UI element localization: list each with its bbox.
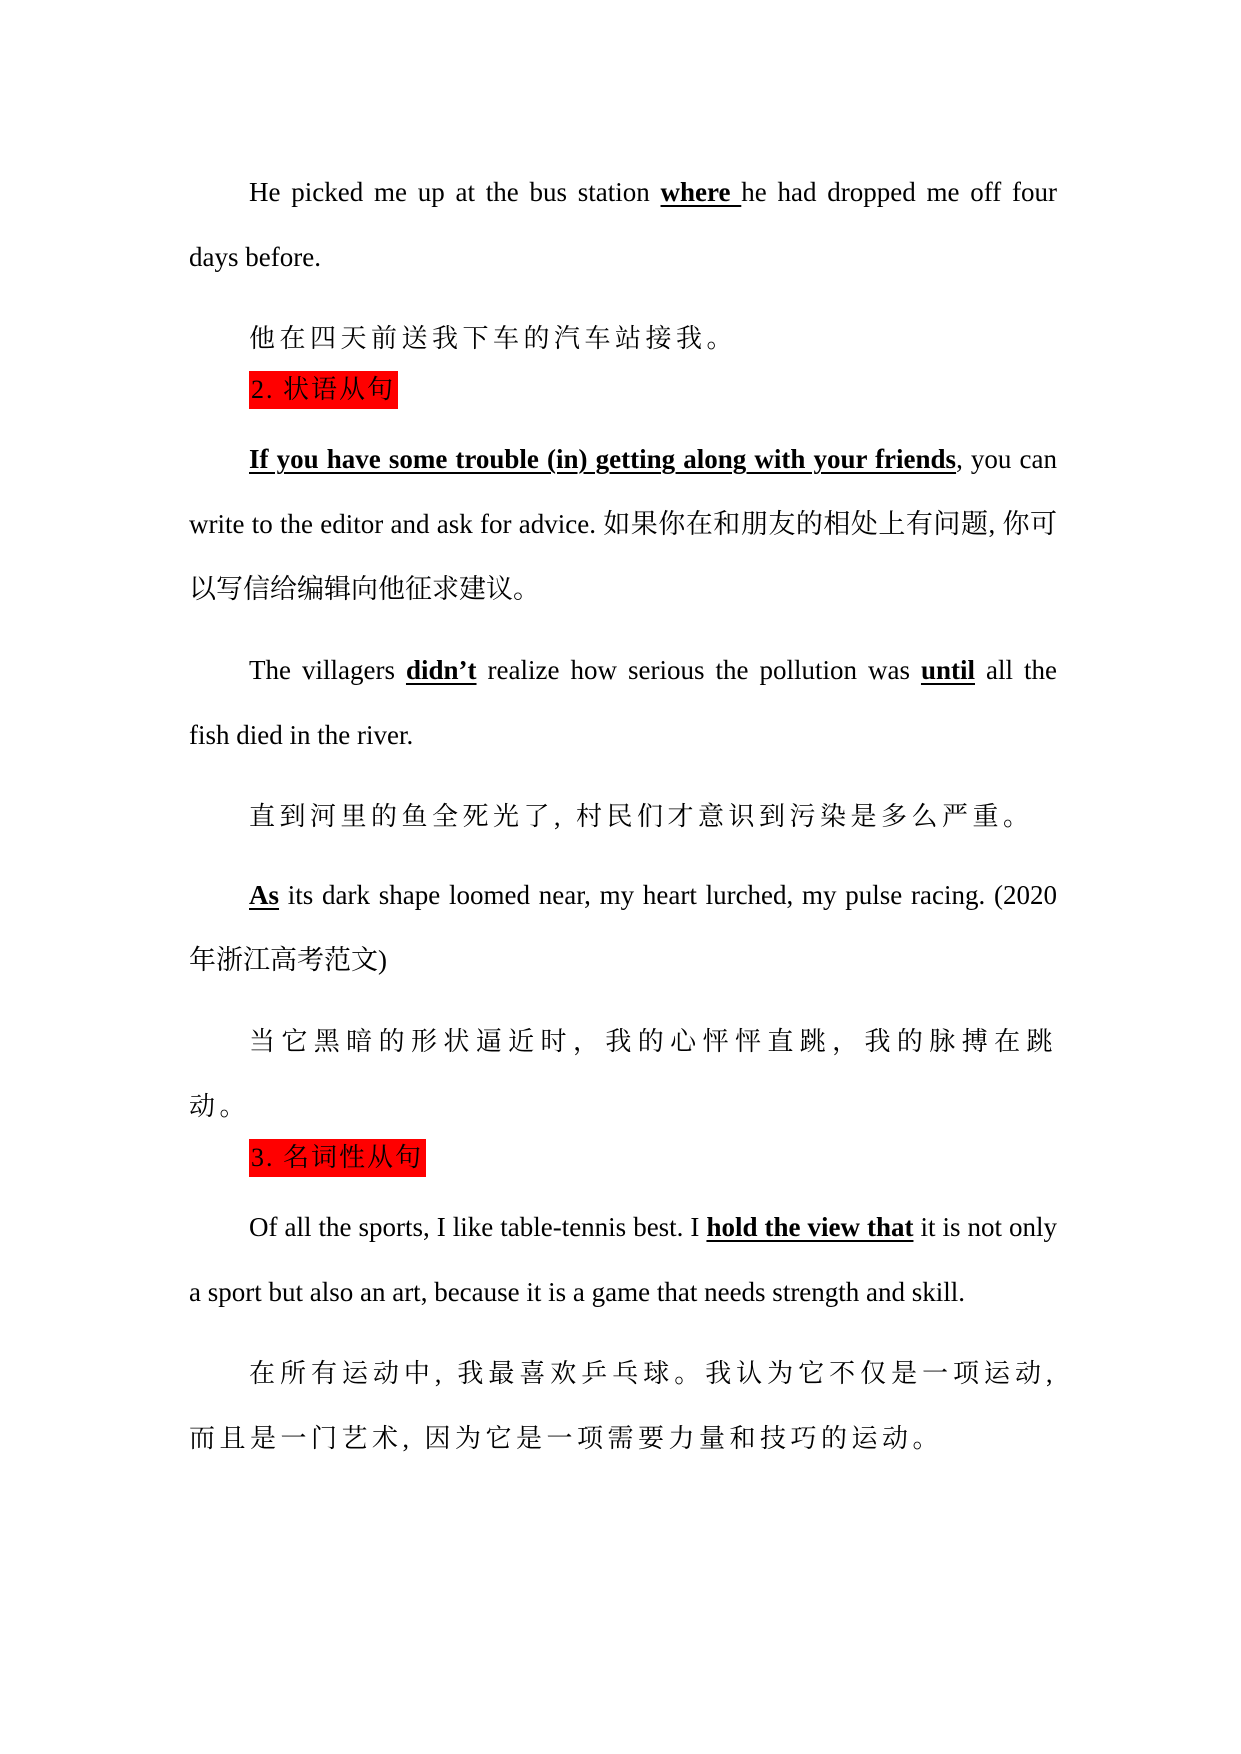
section-heading-adverbial xyxy=(189,371,1057,409)
example-paragraph-until xyxy=(189,638,1057,768)
paragraph-text: realize how serious the pollution was xyxy=(476,655,921,685)
paragraph-text: , you can write to the editor and ask for advice. 如果你在和朋友的相处上有问题, 你可以写信给编辑向他征求建议。 xyxy=(189,444,1058,604)
translation-paragraph: 他在四天前送我下车的汽车站接我。 xyxy=(249,324,738,353)
paragraph-text: He picked me up at the bus station xyxy=(249,177,661,207)
paragraph-text: all the fish died in the river. xyxy=(189,655,1057,750)
paragraph-text: its dark shape loomed near, my heart lurched, my pulse racing. (2020 年浙江高考范文) xyxy=(189,880,1057,975)
keyword-hold-the-view-that: hold the view that xyxy=(706,1212,914,1242)
highlighted-heading: 3. 名词性从句 xyxy=(249,1139,426,1177)
paragraph-text: Of all the sports, I like table-tennis best. I xyxy=(249,1212,707,1242)
paragraph-text: The villagers xyxy=(249,655,406,685)
example-paragraph-attributive xyxy=(189,160,1057,290)
document-page xyxy=(189,160,1057,1471)
section-heading-nominal xyxy=(189,1139,1057,1177)
highlighted-heading: 2. 状语从句 xyxy=(249,371,398,409)
translation-paragraph: 当它黑暗的形状逼近时，我的心怦怦直跳，我的脉搏在跳动。 xyxy=(189,1027,1057,1121)
keyword-until: until xyxy=(920,655,975,685)
paragraph-text: it is not only a sport but also an art, because it is a game that needs strength and skill. xyxy=(189,1212,1058,1307)
example-paragraph-nominal xyxy=(189,1195,1057,1325)
example-paragraph-if xyxy=(189,427,1057,622)
keyword-as: As xyxy=(249,880,280,910)
translation-paragraph: 直到河里的鱼全死光了, 村民们才意识到污染是多么严重。 xyxy=(249,802,1034,831)
example-paragraph-as xyxy=(189,863,1057,993)
keyword-where: where xyxy=(660,177,742,207)
paragraph-text: he had dropped me off four days before. xyxy=(189,177,1058,272)
keyword-if-clause: If you have some trouble (in) getting along with your friends xyxy=(249,444,957,474)
translation-paragraph: 在所有运动中, 我最喜欢乒乓球。我认为它不仅是一项运动, 而且是一门艺术, 因为它是一项需要力量和技巧的运动。 xyxy=(189,1359,1057,1453)
keyword-didnt: didn’t xyxy=(405,655,477,685)
